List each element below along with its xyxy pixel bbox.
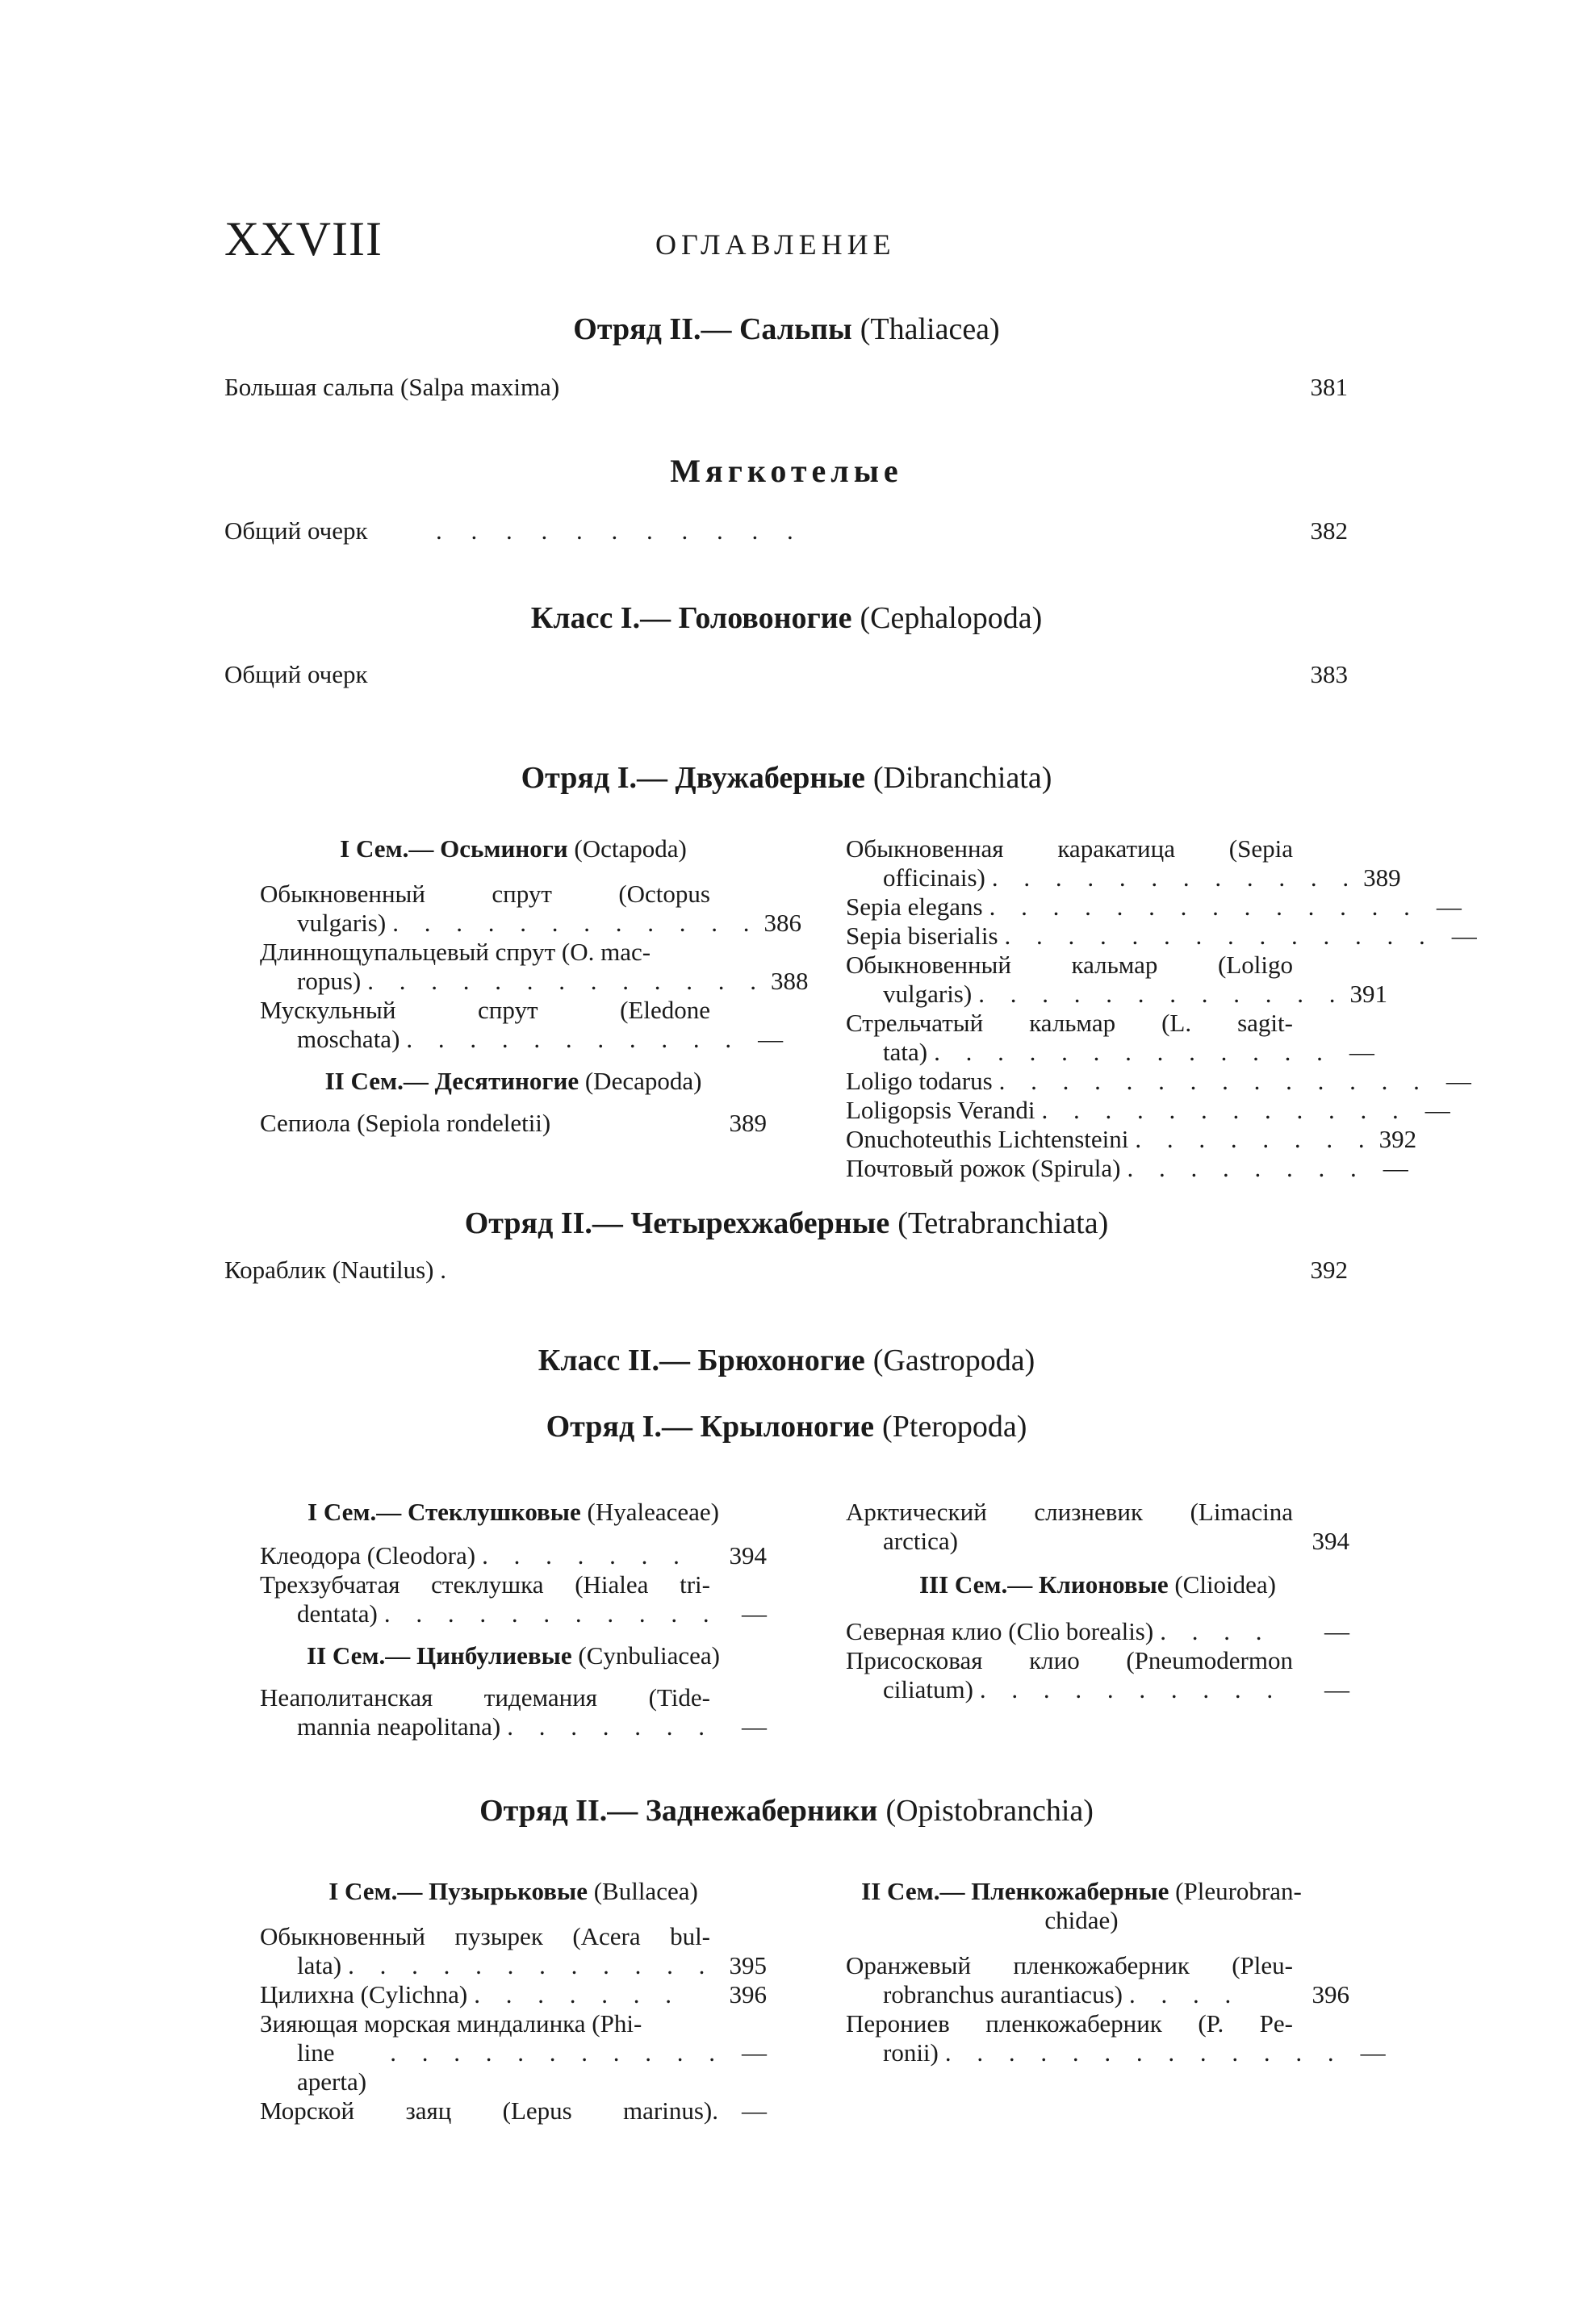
section-heading-dibranchiata: Отряд I.— Двужаберные (Dibranchiata) (521, 761, 1052, 795)
leader-dots: . (440, 1256, 446, 1284)
toc-entry: Обыкновенный пузырек (Acera bul- lata) . . . . . . . . . . . . 395 (260, 1922, 767, 1979)
toc-entry: Сепиола (Sepiola rondeletii) 389 (260, 1109, 767, 1137)
section-heading-tetrabranchiata: Отряд II.— Четырехжаберные (Tetrabranchiata) (464, 1206, 1109, 1240)
toc-entry: Sepia elegans . . . . . . . . . . . . . . — (846, 892, 1462, 921)
toc-entry: Клеодора (Cleodora) . . . . . . . 394 (260, 1541, 767, 1570)
part-title-mollusks: Мягкотелые (670, 453, 903, 489)
toc-entry: Северная клио (Clio borealis) . . . . — (846, 1617, 1349, 1645)
toc-entry: Стрельчатый кальмар (L. sagit- tata) . . . . . . . . . . . . . — (846, 1009, 1374, 1066)
right-column (846, 834, 1477, 1183)
running-title: ОГЛАВЛЕНИЕ (655, 228, 896, 261)
toc-entry: Мускульный спрут (Eledone moschata) . . . . . . . . . . . — (260, 996, 784, 1053)
right-column (846, 1877, 1386, 2067)
toc-entry-text: Общий очерк (224, 660, 368, 688)
right-column (846, 1498, 1349, 1704)
toc-entry: Loligopsis Verandi . . . . . . . . . . . . — (846, 1096, 1450, 1124)
toc-entry: Неаполитанская тидемания (Tide- mannia neapolitana) . . . . . . . — (260, 1683, 767, 1741)
toc-entry: Морской заяц (Lepus marinus). — (260, 2096, 767, 2125)
leader-dots: . . . . . . . . . . . (436, 516, 805, 545)
toc-entry-text: Кораблик (Nautilus) . (224, 1256, 446, 1284)
family-heading: II Сем.— Цинбулиевые (Cynbuliacea) (307, 1641, 720, 1670)
page-number: XXVIII (224, 212, 383, 265)
toc-entry-page: 392 (1310, 1256, 1348, 1284)
toc-entry-text: Большая сальпа (Salpa maxima) (224, 373, 560, 401)
toc-entry: Оранжевый пленкожаберник (Pleu- robranchus aurantiacus) . . . . 396 (846, 1951, 1349, 2008)
family-heading: I Сем.— Пузырьковые (Bullacea) (328, 1877, 698, 1905)
toc-entry: Обыкновенная каракатица (Sepia officinais) . . . . . . . . . . . . 389 (846, 834, 1401, 892)
family-heading: II Сем.— Десятиногие (Decapoda) (324, 1067, 702, 1095)
left-column (260, 1498, 767, 1741)
toc-entry: Обыкновенный кальмар (Loligo vulgaris) . . . . . . . . . . . . 391 (846, 951, 1387, 1008)
toc-entry: Loligo todarus . . . . . . . . . . . . . . — (846, 1067, 1471, 1095)
toc-entry: Зияющая морская миндалинка (Phi- line aperta) . . . . . . . . . . . — (260, 2009, 767, 2096)
toc-entry: Длиннощупальцевый спрут (O. mac- ropus) . . . . . . . . . . . . . 388 (260, 938, 809, 995)
family-heading: II Сем.— Пленкожаберные (Pleurobran- (861, 1877, 1302, 1905)
family-heading: III Сем.— Клионовые (Clioidea) (918, 1570, 1277, 1599)
toc-entry-text: Общий очерк (224, 516, 368, 545)
section-heading-salps: Отряд II.— Сальпы (Thaliacea) (573, 312, 1000, 346)
toc-entry: Sepia biserialis . . . . . . . . . . . . . . — (846, 922, 1477, 950)
toc-entry-page: 382 (1310, 516, 1348, 545)
family-heading-continued: chidae) (1044, 1906, 1119, 1934)
section-heading-cephalopoda: Класс I.— Головоногие (Cephalopoda) (530, 601, 1043, 635)
family-heading: I Сем.— Осьминоги (Octapoda) (340, 834, 687, 863)
toc-entry: Onuchoteuthis Lichtensteini . . . . . . . . 392 (846, 1125, 1417, 1153)
toc-entry: Цилихна (Cylichna) . . . . . . . 396 (260, 1980, 767, 2008)
section-heading-pteropoda: Отряд I.— Крылоногие (Pteropoda) (546, 1410, 1027, 1444)
section-heading-opistobranchia: Отряд II.— Заднежаберники (Opistobranchia) (479, 1794, 1094, 1828)
left-column (260, 834, 809, 1138)
toc-entry: Почтовый рожок (Spirula) . . . . . . . . — (846, 1154, 1408, 1182)
toc-entry: Обыкновенный спрут (Octopus vulgaris) . . . . . . . . . . . . 386 (260, 880, 801, 937)
toc-entry-page: 383 (1310, 660, 1348, 688)
left-column (260, 1877, 767, 2125)
toc-entry: Арктический слизневик (Limacina arctica) 394 (846, 1498, 1349, 1555)
toc-entry: Перониев пленкожаберник (P. Pe- ronii) . . . . . . . . . . . . . — (846, 2009, 1386, 2067)
toc-entry: Присосковая клио (Pneumodermon ciliatum) . . . . . . . . . . — (846, 1646, 1349, 1703)
toc-entry: Трехзубчатая стеклушка (Hialea tri- dentata) . . . . . . . . . . . — (260, 1570, 767, 1628)
section-heading-gastropoda: Класс II.— Брюхоногие (Gastropoda) (538, 1344, 1035, 1377)
family-heading: I Сем.— Стеклушковые (Hyaleaceae) (307, 1498, 719, 1526)
toc-entry-page: 381 (1310, 373, 1348, 401)
